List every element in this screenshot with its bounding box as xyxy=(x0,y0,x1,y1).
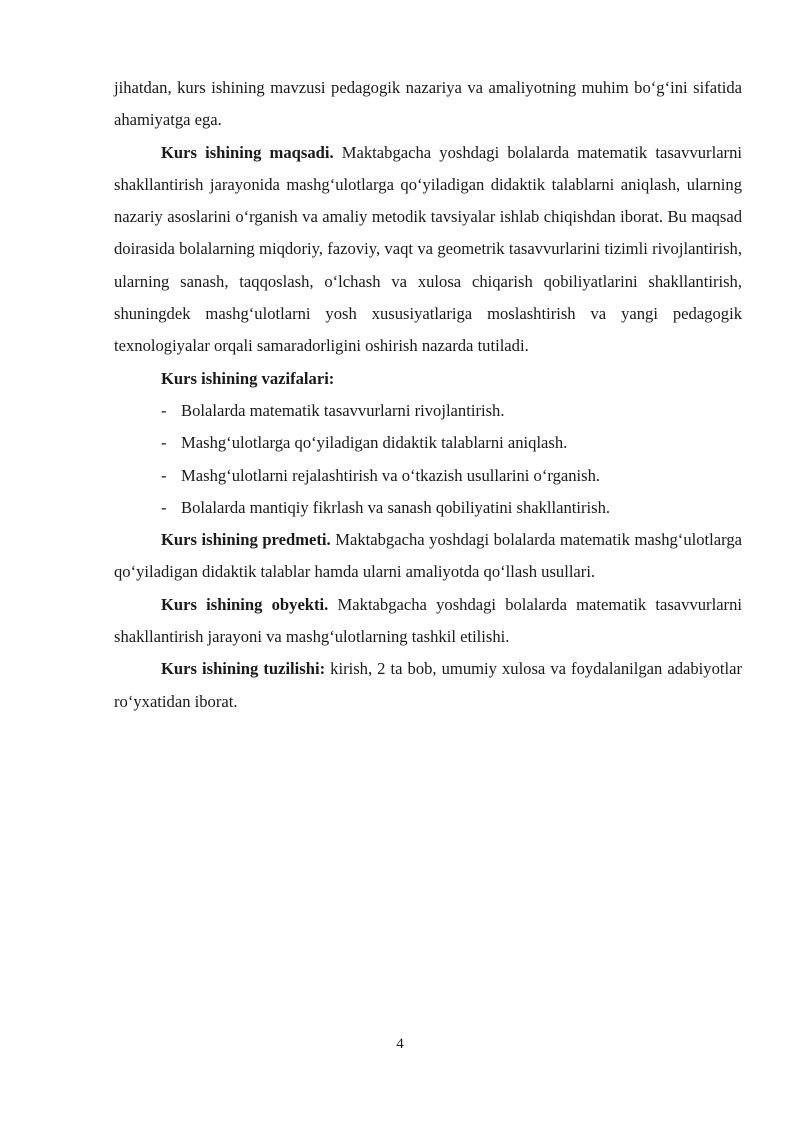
object-label: Kurs ishining obyekti. xyxy=(161,594,329,614)
list-item-text: Bolalarda matematik tasavvurlarni rivojlantirish. xyxy=(181,400,505,420)
structure-paragraph xyxy=(114,653,742,718)
bullet-dash: - xyxy=(161,433,167,453)
document-page xyxy=(114,72,742,718)
bullet-dash: - xyxy=(161,400,167,420)
bullet-dash: - xyxy=(161,497,167,517)
tasks-list xyxy=(114,395,742,524)
subject-text: Maktabgacha yoshdagi bolalarda matematik mashg‘ulotlarga qo‘yiladigan didaktik talablar hamda ularni amaliyotda qo‘llash usullari. xyxy=(114,530,742,582)
opening-paragraph: jihatdan, kurs ishining mavzusi pedagogik nazariya va amaliyotning muhim bo‘g‘ini sifatida ahamiyatga ega. xyxy=(114,78,742,130)
list-item xyxy=(161,460,742,492)
goal-paragraph xyxy=(114,137,742,363)
list-item xyxy=(161,427,742,459)
list-item xyxy=(161,492,742,524)
tasks-heading: Kurs ishining vazifalari: xyxy=(161,368,335,388)
bullet-dash: - xyxy=(161,465,167,485)
object-text: Maktabgacha yoshdagi bolalarda matematik tasavvurlarni shakllantirish jarayoni va mashg‘ulotlarning tashkil etilishi. xyxy=(114,594,742,647)
goal-text: Maktabgacha yoshdagi bolalarda matematik tasavvurlarni shakllantirish jarayonida mashg‘ulotlarga qo‘yiladigan didaktik talablarni aniqlash, ularning nazariy asoslarini o‘rganish va amaliy metodik tavsiyalar ishlab chiqishdan iborat. Bu maqsad doirasida bolalarning miqdoriy, fazoviy, vaqt va geometrik tasavvurlarini tizimli rivojlantirish, ularning sanash, taqqoslash, o‘lchash va xulosa chiqarish qobiliyatlarini shakllantirish, shuningdek mashg‘ulotlarni yosh xususiyatlariga moslashtirish va yangi pedagogik texnologiyalar orqali samaradorligini oshirish nazarda tutiladi. xyxy=(114,142,742,356)
subject-label: Kurs ishining predmeti. xyxy=(161,530,331,550)
page-number: 4 xyxy=(396,1036,404,1052)
structure-label: Kurs ishining tuzilishi: xyxy=(161,659,326,679)
goal-label: Kurs ishining maqsadi. xyxy=(161,142,334,162)
list-item-text: Mashg‘ulotlarga qo‘yiladigan didaktik talablarni aniqlash. xyxy=(181,433,568,453)
subject-paragraph xyxy=(114,524,742,589)
object-paragraph xyxy=(114,589,742,654)
list-item xyxy=(161,395,742,427)
structure-text: kirish, 2 ta bob, umumiy xulosa va foydalanilgan adabiyotlar ro‘yxatidan iborat. xyxy=(114,659,742,711)
list-item-text: Bolalarda mantiqiy fikrlash va sanash qobiliyatini shakllantirish. xyxy=(181,497,611,517)
list-item-text: Mashg‘ulotlarni rejalashtirish va o‘tkazish usullarini o‘rganish. xyxy=(181,465,601,485)
